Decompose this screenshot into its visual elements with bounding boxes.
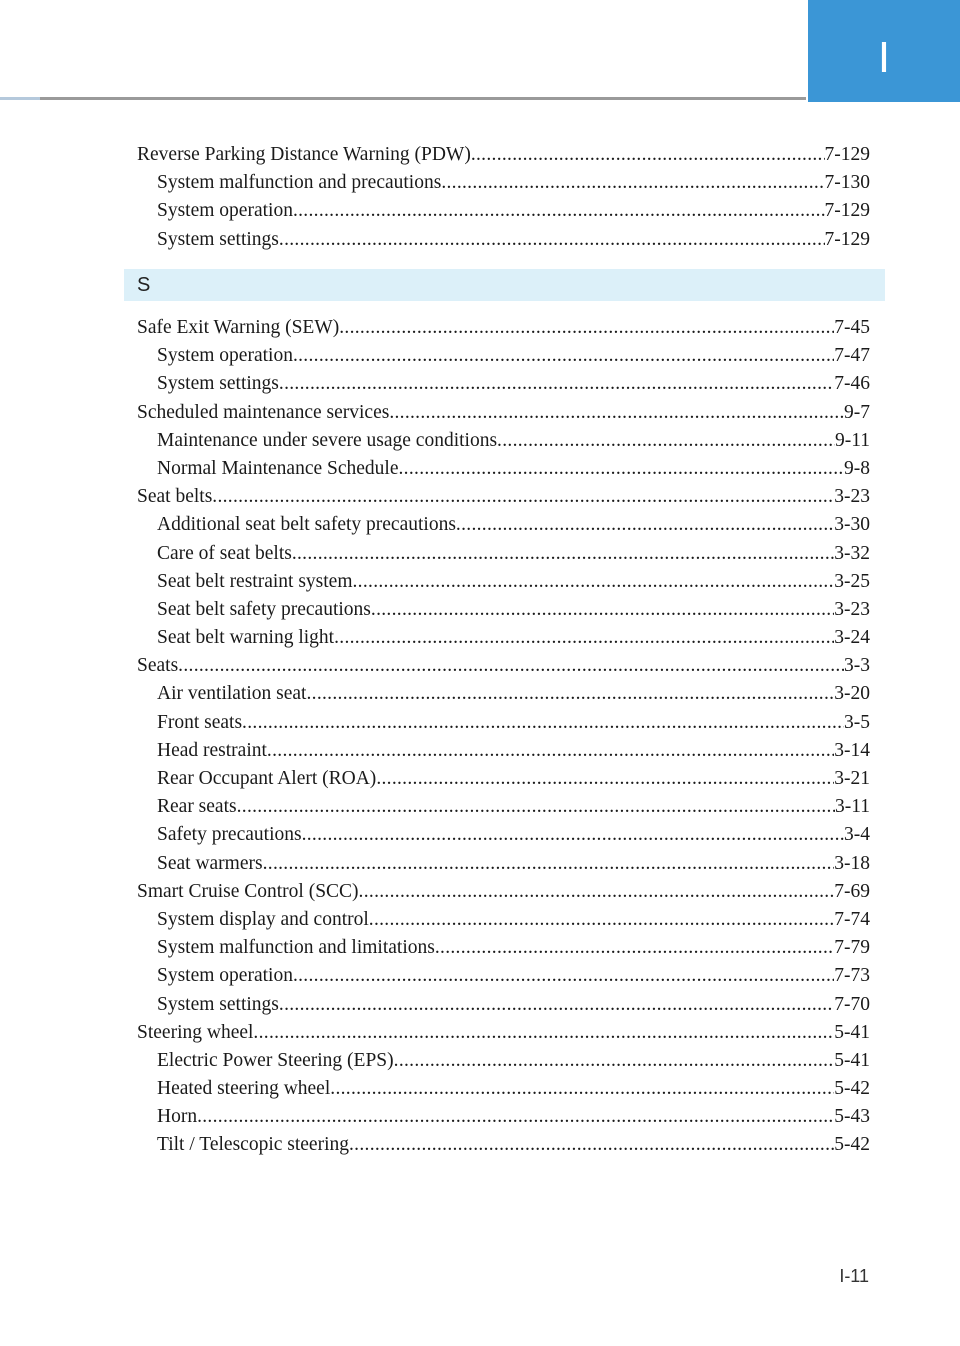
header-rule: [0, 97, 806, 100]
section-tab: [808, 0, 960, 102]
index-subentry[interactable]: [137, 1047, 870, 1075]
entry-label: System display and control: [157, 908, 369, 930]
entry-page-ref: 7-73: [834, 965, 870, 987]
index-subentry[interactable]: [137, 1075, 870, 1103]
entry-label: Seats: [137, 655, 179, 677]
entry-label: Seat belts: [137, 486, 213, 508]
index-subentry[interactable]: [137, 906, 870, 934]
dot-leader: [302, 821, 844, 849]
entry-page-ref: 7-69: [834, 880, 870, 902]
dot-leader: [435, 934, 834, 962]
entry-label: Heated steering wheel: [157, 1078, 331, 1100]
dot-leader: [263, 850, 835, 878]
entry-label: Seat belt safety precautions: [157, 598, 371, 620]
entry-label: Seat belt warning light: [157, 627, 335, 649]
entry-page-ref: 7-74: [834, 908, 870, 930]
dot-leader: [293, 197, 825, 225]
entry-page-ref: 3-11: [834, 796, 870, 818]
dot-leader: [293, 962, 834, 990]
entry-page-ref: 3-23: [834, 598, 870, 620]
dot-leader: [334, 624, 834, 652]
index-subentry[interactable]: [137, 342, 870, 370]
dot-leader: [279, 991, 834, 1019]
index-subentry[interactable]: [137, 709, 870, 737]
index-subentry[interactable]: [137, 596, 870, 624]
dot-leader: [212, 483, 834, 511]
entry-label: Front seats: [157, 711, 243, 733]
index-subentry[interactable]: [137, 737, 870, 765]
entry-label: Steering wheel: [137, 1021, 254, 1043]
dot-leader: [339, 314, 834, 342]
entry-label: Additional seat belt safety precautions: [157, 514, 456, 536]
entry-page-ref: 7-79: [834, 937, 870, 959]
index-subentry[interactable]: [137, 197, 870, 225]
index-entry[interactable]: [137, 652, 870, 680]
section-tab-letter: I: [877, 33, 891, 82]
index-subentry[interactable]: [137, 934, 870, 962]
entry-label: Care of seat belts: [157, 542, 292, 564]
page-number: I-11: [839, 1266, 869, 1286]
entry-label: Rear Occupant Alert (ROA): [157, 768, 377, 789]
entry-page-ref: 3-32: [834, 542, 870, 564]
index-entry[interactable]: [137, 1019, 870, 1047]
entry-page-ref: 7-129: [824, 228, 870, 250]
entry-label: Smart Cruise Control (SCC): [137, 880, 359, 902]
entry-label: System operation: [157, 345, 293, 367]
dot-leader: [279, 226, 825, 254]
index-entry[interactable]: [137, 878, 870, 906]
dot-leader: [178, 652, 844, 680]
dot-leader: [306, 680, 834, 708]
entry-page-ref: 9-8: [844, 457, 870, 479]
entry-label: Electric Power Steering (EPS): [157, 1049, 394, 1071]
index-subentry[interactable]: [137, 568, 870, 596]
dot-leader: [456, 511, 834, 539]
dot-leader: [394, 1047, 835, 1075]
entry-label: Horn: [157, 1106, 198, 1128]
dot-leader: [279, 370, 834, 398]
index-subentry[interactable]: [137, 226, 870, 254]
index-entry[interactable]: [137, 399, 870, 427]
entry-label: Seat belt restraint system: [157, 570, 353, 592]
index-subentry[interactable]: [137, 427, 870, 455]
entry-label: System malfunction and precautions: [157, 172, 442, 194]
dot-leader: [242, 709, 844, 737]
index-subentry[interactable]: [137, 540, 870, 568]
entry-page-ref: 7-70: [834, 993, 870, 1015]
index-subentry[interactable]: [137, 1103, 870, 1131]
index-subentry[interactable]: [137, 511, 870, 539]
entry-page-ref: 7-47: [834, 345, 870, 367]
index-letter-band: [124, 269, 885, 301]
index-subentry[interactable]: [137, 793, 870, 821]
entry-page-ref: 7-45: [834, 317, 870, 338]
index-subentry[interactable]: [137, 962, 870, 990]
entry-page-ref: 9-7: [844, 401, 870, 423]
entry-label: Normal Maintenance Schedule: [157, 457, 399, 479]
index-subentry[interactable]: [137, 765, 870, 793]
entry-page-ref: 5-42: [834, 1078, 870, 1100]
entry-label: Safety precautions: [157, 824, 302, 846]
dot-leader: [197, 1103, 834, 1131]
dot-leader: [330, 1075, 834, 1103]
entry-page-ref: 9-11: [834, 429, 870, 451]
entry-page-ref: 3-24: [834, 627, 870, 649]
dot-leader: [389, 399, 844, 427]
index-subentry[interactable]: [137, 821, 870, 849]
dot-leader: [349, 1131, 834, 1159]
entry-page-ref: 3-21: [834, 768, 870, 789]
index-entry[interactable]: [137, 141, 870, 169]
index-subentry[interactable]: [137, 624, 870, 652]
entry-page-ref: 7-130: [824, 172, 870, 194]
entry-page-ref: 5-43: [834, 1106, 870, 1128]
entry-label: Maintenance under severe usage conditions: [157, 429, 498, 451]
entry-page-ref: 3-3: [844, 655, 870, 677]
entry-label: Reverse Parking Distance Warning (PDW): [137, 144, 471, 165]
entry-label: Tilt / Telescopic steering: [157, 1134, 349, 1156]
entry-label: System settings: [157, 228, 279, 250]
entry-page-ref: 3-25: [834, 570, 870, 592]
index-entry[interactable]: [137, 314, 870, 342]
index-subentry[interactable]: [137, 680, 870, 708]
dot-leader: [267, 737, 834, 765]
entry-label: Seat warmers: [157, 852, 263, 874]
entry-page-ref: 3-23: [834, 486, 870, 508]
entry-page-ref: 3-20: [834, 683, 870, 705]
entry-page-ref: 5-41: [834, 1049, 870, 1071]
entry-page-ref: 3-4: [844, 824, 870, 846]
entry-label: Air ventilation seat: [157, 683, 307, 705]
entry-label: Safe Exit Warning (SEW): [137, 317, 340, 338]
entry-label: Rear seats: [157, 796, 237, 818]
dot-leader: [471, 141, 825, 169]
dot-leader: [359, 878, 835, 906]
dot-leader: [371, 596, 834, 624]
index-subentry[interactable]: [137, 169, 870, 197]
header-rule-accent: [0, 97, 40, 100]
dot-leader: [292, 540, 834, 568]
index-subentry[interactable]: [137, 1131, 870, 1159]
index-subentry[interactable]: [137, 370, 870, 398]
entry-label: Scheduled maintenance services: [137, 401, 390, 423]
entry-page-ref: 5-41: [834, 1021, 870, 1043]
entry-page-ref: 3-5: [844, 711, 870, 733]
dot-leader: [237, 793, 835, 821]
entry-page-ref: 3-14: [834, 739, 870, 761]
index-entry[interactable]: [137, 483, 870, 511]
entry-page-ref: 3-18: [834, 852, 870, 874]
entry-page-ref: 7-46: [834, 373, 870, 395]
entry-label: System settings: [157, 373, 279, 395]
dot-leader: [253, 1019, 834, 1047]
dot-leader: [369, 906, 834, 934]
entry-label: System malfunction and limitations: [157, 937, 435, 959]
dot-leader: [353, 568, 835, 596]
index-letter-heading: S: [137, 274, 151, 296]
entry-label: System operation: [157, 965, 293, 987]
index-subentry[interactable]: [137, 455, 870, 483]
dot-leader: [441, 169, 824, 197]
entry-page-ref: 3-30: [834, 514, 870, 536]
entry-label: System operation: [157, 200, 293, 222]
index-subentry[interactable]: [137, 850, 870, 878]
dot-leader: [293, 342, 834, 370]
index-group-r: [137, 141, 870, 254]
entry-page-ref: 5-42: [834, 1134, 870, 1156]
dot-leader: [399, 455, 845, 483]
entry-label: System settings: [157, 993, 279, 1015]
dot-leader: [376, 765, 834, 793]
dot-leader: [497, 427, 835, 455]
index-subentry[interactable]: [137, 991, 870, 1019]
index-group-s: [137, 314, 870, 1160]
entry-page-ref: 7-129: [824, 144, 870, 165]
entry-page-ref: 7-129: [824, 200, 870, 222]
entry-label: Head restraint: [157, 739, 267, 761]
